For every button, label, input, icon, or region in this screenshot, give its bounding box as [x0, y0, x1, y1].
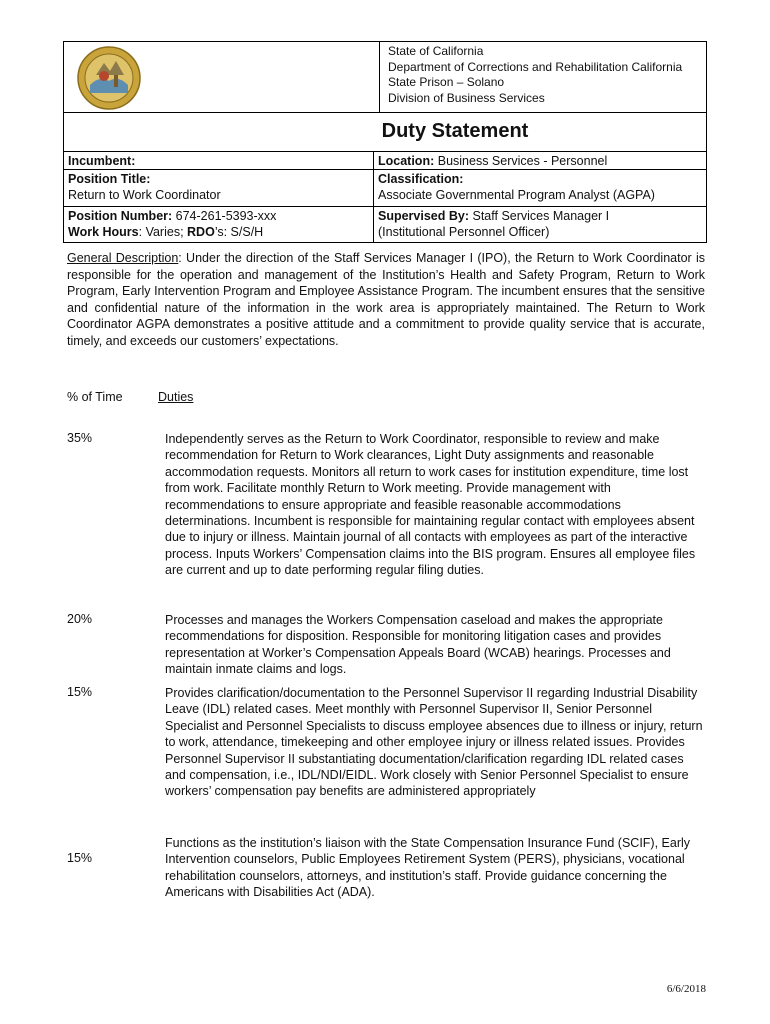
position-number-value: 674-261-5393-xxx: [175, 209, 277, 223]
duty-text: Processes and manages the Workers Compensation caseload and makes the appropriate recommendations for disposition. Responsible for monitoring litigation cases and provides representation at Worker’s Compensation Appeals Board (WCAB) hearings. Processes and maintain inmate claims and logs.: [165, 613, 671, 677]
agency-line: State Prison – Solano: [388, 75, 505, 89]
work-hours-label: Work Hours: [68, 225, 139, 239]
duties-column-header: Duties: [158, 390, 194, 404]
document-title: Duty Statement: [381, 120, 529, 142]
position-title-label: Position Title:: [68, 172, 151, 186]
supervised-by-cell: [374, 206, 706, 243]
header-table: [63, 41, 707, 243]
incumbent-cell: [64, 152, 374, 169]
duty-percent: 20%: [67, 612, 93, 626]
rdo-label: RDO: [187, 225, 215, 239]
agency-line: Department of Corrections and Rehabilitation California: [388, 59, 683, 74]
location-value: Business Services - Personnel: [437, 154, 608, 168]
location-cell: [374, 152, 706, 169]
rdo-value: ’s: S/S/H: [214, 225, 264, 239]
duty-percent: 35%: [67, 431, 93, 445]
title-row: [64, 112, 706, 152]
percent-column-header: % of Time: [67, 390, 123, 404]
supervised-by-value: Staff Services Manager I: [472, 209, 610, 223]
classification-label: Classification:: [378, 172, 464, 186]
location-label: Location:: [378, 154, 435, 168]
supervised-by-value-2: (Institutional Personnel Officer): [378, 225, 550, 239]
agency-block: [380, 42, 706, 112]
footer-date: 6/6/2018: [666, 983, 706, 995]
classification-cell: [374, 169, 706, 206]
logo-cell: [64, 42, 380, 112]
position-number-label: Position Number:: [68, 209, 173, 223]
agency-line: State of California: [388, 44, 484, 58]
position-number-cell: [64, 206, 374, 243]
work-hours-value: : Varies;: [138, 225, 184, 239]
incumbent-label: Incumbent:: [68, 154, 136, 168]
position-title-value: Return to Work Coordinator: [68, 188, 221, 202]
agency-line: Division of Business Services: [388, 90, 545, 105]
duty-percent: 15%: [67, 851, 93, 865]
duty-text: Functions as the institution’s liaison with the State Compensation Insurance Fund (SCIF), Early Intervention counselors, Public Employees Retirement System (PERS), physicians, vocational rehabilitation counselors, attorneys, and institution’s staff. Provide guidance concerning the Americans with Disabilities Act (ADA).: [165, 836, 691, 900]
supervised-by-label: Supervised By:: [378, 209, 470, 223]
duty-text: Independently serves as the Return to Work Coordinator, responsible to review and make recommendation for Return to Work clearances, Light Duty assignments and reasonable accommodation requests. Monitors all return to work cases for institution expenditure, time lost from work. Facilitate monthly Return to Work meeting. Provide management with recommendations to ensure appropriate and feasible reasonable accommodations determinations. Incumbent is responsible for maintaining regular contact with employees absent due to injury or illness. Maintain journal of all contacts with employees as part of the interactive process. Inputs Workers’ Compensation claims into the BIS program. Ensures all employee files are current and up to date performing regular filing duties.: [165, 432, 696, 578]
duty-text: Provides clarification/documentation to the Personnel Supervisor II regarding Industrial Disability Leave (IDL) related cases. Meet monthly with Personnel Supervisor II, Senior Personnel Specialist and Personnel Specialists to discuss employee absences due to illness or injury, return to work, attendance, timekeeping and other employee injury or illness related issues. Provides Personnel Supervisor II substantiating documentation/clarification regarding IDL related cases and compensation, i.e., IDL/NDI/EIDL. Work closely with Senior Personnel Specialist to ensure workers’ compensation pay benefits are administered appropriately: [165, 686, 703, 799]
general-description: [67, 250, 705, 349]
duty-percent: 15%: [67, 685, 93, 699]
general-description-text: : Under the direction of the Staff Services Manager I (IPO), the Return to Work Coordinator is responsible for the operation and management of the Institution’s Health and Safety Program, Return to Work Program, Early Intervention Program and Employee Assistance Program. The incumbent ensures that the sensitive and confidential nature of the information in the work area is appropriately maintained. The Return to Work Coordinator AGPA demonstrates a positive attitude and a commitment to provide quality service that is accurate, timely, and exceeds our customers’ expectations.: [67, 251, 706, 348]
general-description-label: General Description: [67, 251, 179, 265]
state-seal-icon: [76, 45, 142, 111]
classification-value: Associate Governmental Program Analyst (AGPA): [378, 188, 655, 202]
position-title-cell: [64, 169, 374, 206]
